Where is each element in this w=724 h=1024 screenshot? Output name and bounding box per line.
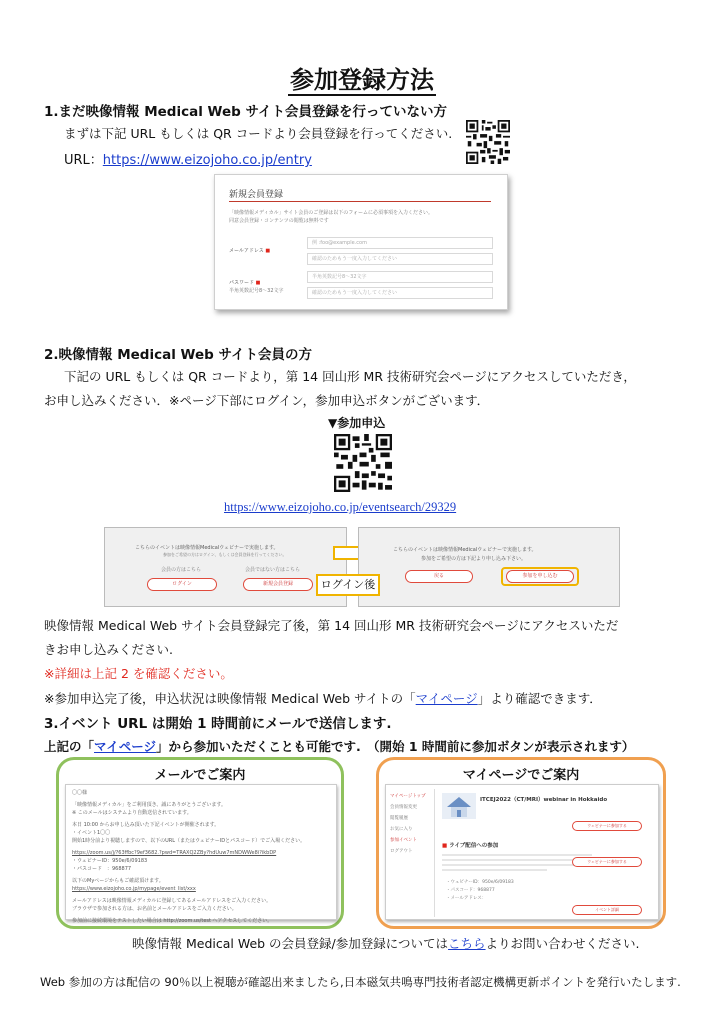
event-url-link[interactable]: https://www.eizojoho.co.jp/eventsearch/29329 xyxy=(224,500,457,514)
form-intro: 「映像情報メディカル」サイト会員のご登録は以下のフォームに必須事項を入力ください。 xyxy=(229,210,434,216)
section3-heading: 3.イベント URL は開始 1 時間前にメールで送信します. xyxy=(44,716,392,732)
section1-text: まずは下記 URL もしくは QR コードより会員登録を行ってください. xyxy=(64,126,453,141)
section2-heading: 2.映像情報 Medical Web サイト会員の方 xyxy=(44,347,313,363)
mail-line: 以下のMyページからもご確認頂けます。 xyxy=(72,878,164,884)
password-field[interactable]: 半角英数記号8～32文字 xyxy=(307,271,493,283)
house-thumbnail-icon xyxy=(442,793,476,819)
mail-line: 開始1時分前より視聴しますので、以下のURL（またはウェビナーIDとパスコード）でご入場ください。 xyxy=(72,838,306,844)
email-label: メールアドレス ■ xyxy=(229,248,271,254)
detail-note: ※詳細は上記 2 を確認ください。 xyxy=(44,666,233,681)
event-title: ITCEJ2022（CT/MRI）webinar in Hokkaido xyxy=(480,797,608,803)
form-title: 新規会員登録 xyxy=(229,190,284,200)
form-title-underline xyxy=(229,201,491,202)
page-title: 参加登録方法 xyxy=(290,66,434,94)
mail-line: 参加前に接続環境をテストしたい場合は http://zoom.us/test へアクセスしてください。 xyxy=(72,918,273,924)
menu-item[interactable]: 閲覧履歴 xyxy=(390,816,408,821)
mypage-link[interactable]: マイページ xyxy=(415,691,478,706)
status-note: ※参加申込完了後，申込状況は映像情報 Medical Web サイトの「マイページ」より確認できます． xyxy=(44,691,602,706)
member-label: 会員の方はこちら xyxy=(161,567,202,573)
mypage-guide-box xyxy=(376,757,666,929)
before-login-message1: こちらのイベントは映像情報Medicalウェビナーで実施します。 xyxy=(135,545,279,551)
join-webinar-button-2[interactable]: ウェビナーに参加する xyxy=(572,857,642,867)
event-detail-button[interactable]: イベント詳細 xyxy=(572,905,642,915)
footer-contact: 映像情報 Medical Web の会員登録/参加登録についてはこちらよりお問い合わせください. xyxy=(132,936,640,951)
webinar-email: ・メールアドレス： xyxy=(446,896,487,901)
webinar-passcode: ・パスコード：968877 xyxy=(446,888,495,893)
nonmember-label: 会員ではない方はこちら xyxy=(245,567,301,573)
section2-after-text2: きお申し込みください. xyxy=(44,642,173,657)
mail-line: メールアドレスは映像情報メディカルに登録してあるメールアドレスをご入力ください。 xyxy=(72,898,272,904)
section2-after-text1: 映像情報 Medical Web サイト会員登録完了後，第 14 回山形 MR 技術研究会ページにアクセスいただ xyxy=(44,618,619,633)
menu-item[interactable]: お気に入り xyxy=(390,827,413,832)
mail-line: 「映像情報メディカル」をご利用頂き、誠にありがとうございます。 xyxy=(72,802,227,808)
mail-line: ブラウザで参加される方は、お名前とメールアドレスをご入力ください。 xyxy=(72,906,237,912)
back-button[interactable]: 戻る xyxy=(405,570,473,583)
email-field[interactable]: 例 :foo@example.com xyxy=(307,237,493,249)
event-url-line xyxy=(224,500,456,515)
register-button[interactable]: 新規会員登録 xyxy=(243,578,313,591)
form-note: 同意会員登録・コンテンツの閲覧は無料です xyxy=(229,218,329,224)
url-label: URL： xyxy=(64,153,103,168)
menu-item[interactable]: マイページトップ xyxy=(390,794,426,799)
contact-link[interactable]: こちら xyxy=(448,936,486,951)
before-login-message2: 参加をご希望の方はログイン、もしくは会員登録を行ってください。 xyxy=(163,552,287,557)
mail-guide-title: メールでご案内 xyxy=(154,768,246,783)
mail-line: ※ このメールはシステムより自動送信されています。 xyxy=(72,810,192,816)
menu-item[interactable]: 会員情報変更 xyxy=(390,805,417,810)
webinar-id: ・ウェビナーID：950e/6/09183 xyxy=(446,880,514,885)
password-hint: 半角英数記号8～32文字 xyxy=(229,288,284,294)
password-label: パスワード ■ xyxy=(229,280,261,286)
section1-heading: 1.まだ映像情報 Medical Web サイト会員登録を行っていない方 xyxy=(44,104,448,120)
password-confirm-field[interactable]: 確認のためもう一度入力してください xyxy=(307,287,493,299)
mail-guide-box xyxy=(56,757,344,929)
after-login-message1: こちらのイベントは映像情報Medicalウェビナーで実施します。 xyxy=(393,547,537,553)
mail-screenshot xyxy=(65,784,337,924)
before-login-screenshot xyxy=(104,527,347,607)
mail-line: 〇〇様 xyxy=(72,790,88,796)
entry-url-link[interactable]: https://www.eizojoho.co.jp/entry xyxy=(102,153,312,168)
mail-line: ・パスコード ：968877 xyxy=(72,866,132,872)
section1-url-line xyxy=(64,149,312,168)
email-confirm-field[interactable]: 確認のためもう一度入力してください xyxy=(307,253,493,265)
event-qr-code-icon xyxy=(334,434,392,492)
after-login-screenshot xyxy=(358,527,620,607)
section3-subheading: 上記の「マイページ」から参加いただくことも可能です. （開始 1 時間前に参加ボタンが表示されます） xyxy=(44,739,635,754)
live-label: ■ ライブ配信への参加 xyxy=(442,843,499,849)
after-login-message2: 参加をご希望の方は下記より申し込み下さい。 xyxy=(421,556,527,562)
live-description xyxy=(442,851,592,874)
apply-button[interactable]: 参加を申し込む xyxy=(506,570,574,583)
section2-text1: 下記の URL もしくは QR コードより，第 14 回山形 MR 技術研究会ページにアクセスしていただき， xyxy=(64,369,636,384)
mail-line: 本日 10:00 からお申し込み頂いた下記イベントが開催されます。 xyxy=(72,822,220,828)
mypage-menu xyxy=(390,791,430,857)
mypage-guide-title: マイページでご案内 xyxy=(462,768,580,783)
mail-zoom-link[interactable]: https://zoom.us/j/?63ffbc?9ef3682.?pwd=TRAXQ2ZBy?hdUuw7mNDWWe8i?ikbDP xyxy=(72,850,277,856)
section2-text2: お申し込みください．※ページ下部にログイン，参加申込ボタンがございます． xyxy=(44,393,490,408)
mail-mypage-link[interactable]: https://www.eizojoho.co.jp/mypage/event_list/xxx xyxy=(72,886,196,892)
mail-line: ・ウェビナーID：950e/6/09183 xyxy=(72,858,148,864)
entry-qr-code-icon xyxy=(466,120,510,164)
footer-points: Web 参加の方は配信の 90％以上視聴が確認出来ましたら,日本磁気共鳴専門技術者認定機構更新ポイントを発行いたします. xyxy=(40,975,681,989)
menu-item[interactable]: ログアウト xyxy=(390,849,413,854)
mail-line: ・イベント1〇〇 xyxy=(72,830,111,836)
registration-form-screenshot xyxy=(214,174,508,310)
mypage-link-2[interactable]: マイページ xyxy=(94,739,157,754)
apply-label: ▼参加申込 xyxy=(328,416,386,430)
menu-divider xyxy=(434,789,435,917)
login-button[interactable]: ログイン xyxy=(147,578,217,591)
menu-item[interactable]: 参加イベント xyxy=(390,838,417,843)
after-login-badge: ログイン後 xyxy=(316,574,380,596)
mypage-screenshot xyxy=(385,784,659,920)
join-webinar-button[interactable]: ウェビナーに参加する xyxy=(572,821,642,831)
